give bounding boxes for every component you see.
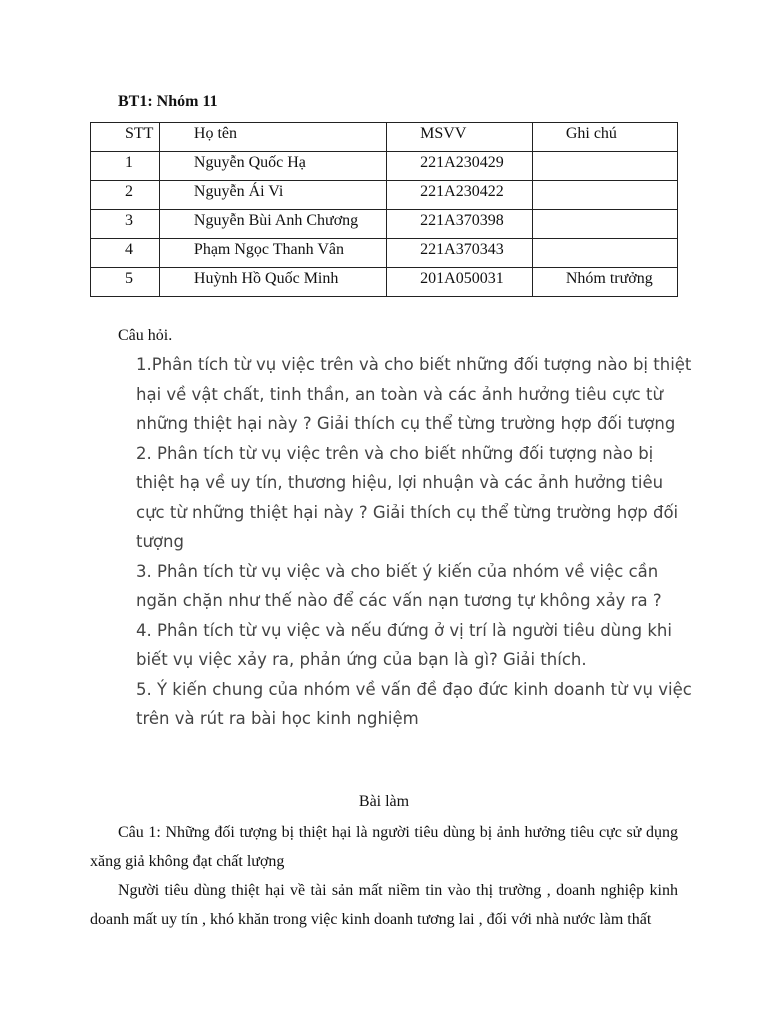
table-cell: Phạm Ngọc Thanh Vân — [159, 239, 386, 268]
table-cell: 221A230422 — [387, 181, 533, 210]
question-item: 4. Phân tích từ vụ việc và nếu đứng ở vị trí là người tiêu dùng khi biết vụ việc xảy ra, phản ứng của bạn là gì? Giải thích. — [136, 620, 672, 669]
table-cell: 3 — [91, 210, 160, 239]
table-row — [91, 210, 678, 239]
answer-paragraph: Người tiêu dùng thiệt hại về tài sản mất niềm tin vào thị trường , doanh nghiệp kinh doanh mất uy tín , khó khăn trong việc kinh doanh tương lai , đối với nhà nước làm thất — [90, 882, 678, 928]
answer-paragraph: Câu 1: Những đối tượng bị thiệt hại là người tiêu dùng bị ảnh hưởng tiêu cực sử dụng xăng giả không đạt chất lượng — [90, 824, 678, 870]
header-cell-stt: STT — [91, 123, 160, 152]
table-cell — [532, 239, 677, 268]
table-row — [91, 268, 678, 297]
table-cell: 221A370343 — [387, 239, 533, 268]
question-list — [136, 350, 696, 734]
table-cell: Nguyễn Bùi Anh Chương — [159, 210, 386, 239]
table-cell: Nguyễn Ái Vi — [159, 181, 386, 210]
table-row — [91, 152, 678, 181]
answer-title: Bài làm — [358, 793, 410, 810]
table-cell: 2 — [91, 181, 160, 210]
table-cell: 221A370398 — [387, 210, 533, 239]
table-row — [91, 181, 678, 210]
header-cell-note: Ghi chú — [532, 123, 677, 152]
document-title: BT1: Nhóm 11 — [118, 93, 218, 110]
table-cell — [532, 210, 677, 239]
table-cell: 1 — [91, 152, 160, 181]
question-item: 3. Phân tích từ vụ việc và cho biết ý kiến của nhóm về việc cần ngăn chặn như thế nào để các vấn nạn tương tự không xảy ra ? — [136, 561, 662, 610]
table-cell: Nhóm trưởng — [532, 268, 677, 297]
table-cell: 201A050031 — [387, 268, 533, 297]
table-cell: Huỳnh Hồ Quốc Minh — [159, 268, 386, 297]
answer-body — [90, 818, 678, 934]
table-cell: 4 — [91, 239, 160, 268]
table-cell — [532, 181, 677, 210]
question-item: 2. Phân tích từ vụ việc trên và cho biết những đối tượng nào bị thiệt hạ về uy tín, thương hiệu, lợi nhuận và các ảnh hưởng tiêu cực từ những thiệt hại này ? Giải thích cụ thể từng trường hợp đối tượng — [136, 443, 679, 551]
question-item: 1.Phân tích từ vụ việc trên và cho biết những đối tượng nào bị thiệt hại về vật chất, tinh thần, an toàn và các ảnh hưởng tiêu cực từ những thiệt hại này ? Giải thích cụ thể từng trường hợp đối tượng — [136, 355, 692, 433]
table-cell: Nguyễn Quốc Hạ — [159, 152, 386, 181]
question-item: 5. Ý kiến chung của nhóm về vấn đề đạo đức kinh doanh từ vụ việc trên và rút ra bài học kinh nghiệm — [136, 679, 692, 728]
table-cell — [532, 152, 677, 181]
header-cell-name: Họ tên — [159, 123, 386, 152]
table-cell: 221A230429 — [387, 152, 533, 181]
member-table — [90, 122, 678, 297]
questions-heading: Câu hỏi. — [118, 327, 173, 344]
table-header-row — [91, 123, 678, 152]
header-cell-msvv: MSVV — [387, 123, 533, 152]
table-cell: 5 — [91, 268, 160, 297]
table-row — [91, 239, 678, 268]
